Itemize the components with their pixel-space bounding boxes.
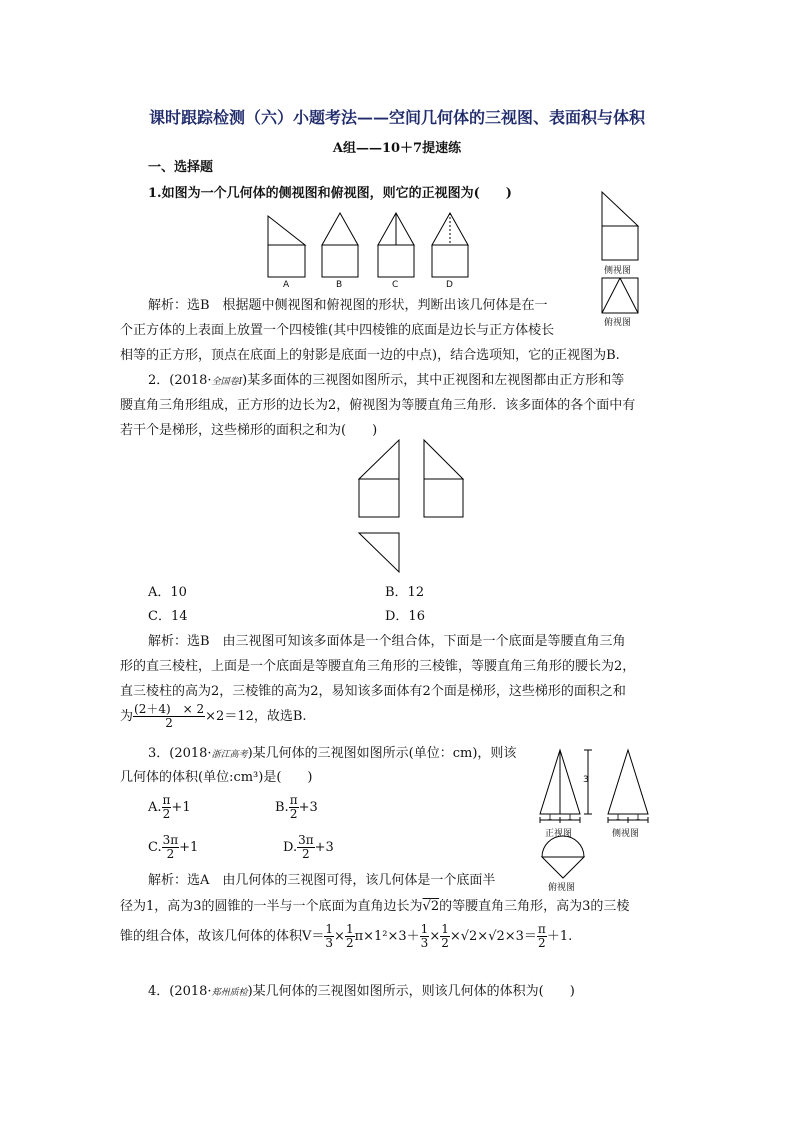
q3-option-d: D. $\frac{3\pi}{2}$ +3 [283,833,334,861]
q1-option-label-a: A [283,280,290,290]
q1-solution-line3: 相等的正方形，顶点在底面上的射影是底面一边的中点)，结合选项知，它的正视图为B. [120,348,620,363]
q2-solution-line2: 形的直三棱柱，上面是一个底面是等腰直角三角形的三棱锥，等腰直角三角形的腰长为2， [120,659,636,674]
q2-option-a: A．10 [148,585,187,600]
q1-solution-line2: 个正方体的上表面上放置一个四棱锥(其中四棱锥的底面是边长与正方体棱长 [120,323,555,338]
section-heading: 一、选择题 [148,160,214,175]
q2-fraction: $\frac{(2+4) \times 2}{2}$ [134,702,205,730]
q2-option-d: D．16 [385,609,425,624]
q3-top-view [542,836,584,857]
q2-source: 全国卷Ⅰ [211,377,243,387]
q1-top-view-label: 俯视图 [604,318,632,328]
q4-source: 郑州质检 [211,988,248,998]
q1-side-view-label: 侧视图 [604,266,632,276]
page-subtitle: A组——10＋7提速练 [332,141,462,156]
q2-option-c: C．14 [148,609,188,624]
q2-solution-line3: 直三棱柱的高为2，三棱锥的高为2，易知该多面体有2个面是梯形，这些梯形的面积之和 [120,684,626,699]
q3-side-view [608,750,648,814]
q3-option-c: C. $\frac{3\pi}{2}$ +1 [148,833,199,861]
q3-solution-line1: 解析：选A 由几何体的三视图可得，该几何体是一个底面半 [148,873,496,888]
q1-solution-line1: 解析：选B 根据题中侧视图和俯视图的形状，判断出该几何体是在一 [148,298,548,313]
q3-stem-line1: 3．(2018·浙江高考)某几何体的三视图如图所示(单位：cm)，则该 [148,746,517,761]
q3-stem-line2: 几何体的体积(单位:cm³)是( ) [120,770,313,785]
q3-dim-height: 3 [583,775,589,785]
q3-top-label: 俯视图 [548,883,576,893]
q3-dim-one-c: 1 [615,813,621,823]
q1-stem: 1.如图为一个几何体的侧视图和俯视图，则它的正视图为( ) [148,186,512,201]
q3-dim-one-b: 1 [567,813,573,823]
q2-stem-line2: 腰直角三角形组成，正方形的边长为2，俯视图为等腰直角三角形．该多面体的各个面中有 [120,398,636,413]
q3-side-label: 侧视图 [612,829,640,839]
q4-stem: 4．(2018·郑州质检)某几何体的三视图如图所示，则该几何体的体积为( ) [148,984,575,999]
q1-option-label-b: B [336,280,343,290]
q3-source: 浙江高考 [211,750,248,760]
q2-solution-line1: 解析：选B 由三视图可知该多面体是一个组合体，下面是一个底面是等腰直角三角 [148,634,626,649]
q2-stem-line3: 若干个是梯形，这些梯形的面积之和为( ) [120,423,378,438]
q2-stem-line1: 2．(2018·全国卷Ⅰ)某多面体的三视图如图所示，其中正视图和左视图都由正方形和等 [148,373,625,388]
q3-front-label: 正视图 [545,829,573,839]
q3-solution-line2: 径为1，高为3的圆锥的一半与一个底面为直角边长为√2的等腰直角三角形，高为3的三棱 [120,899,630,914]
q3-solution-line3: 锥的组合体，故该几何体的体积V＝ $\frac{1}{3}$ × $\frac{1}{2}$ π×1²×3＋ $\frac{1}{3}$ × $\frac{1}{2}$ ×√2×√2×3＝ $\frac{\pi}{2}$ ＋1. [120,922,573,950]
q2-option-b: B．12 [385,585,425,600]
q1-option-label-d: D [446,280,453,290]
q3-dim-one-a: 1 [547,813,553,823]
q3-dim-one-d: 1 [635,813,641,823]
q1-option-label-c: C [392,280,399,290]
q3-option-b: B. $\frac{\pi}{2}$ +3 [275,793,318,821]
q3-option-a: A. $\frac{\pi}{2}$ +1 [148,793,191,821]
q2-solution-line4: 为 $\frac{(2+4) \times 2}{2}$ ×2＝12，故选B. [120,702,307,730]
page-title: 课时跟踪检测（六）小题考法——空间几何体的三视图、表面积与体积 [148,108,645,127]
